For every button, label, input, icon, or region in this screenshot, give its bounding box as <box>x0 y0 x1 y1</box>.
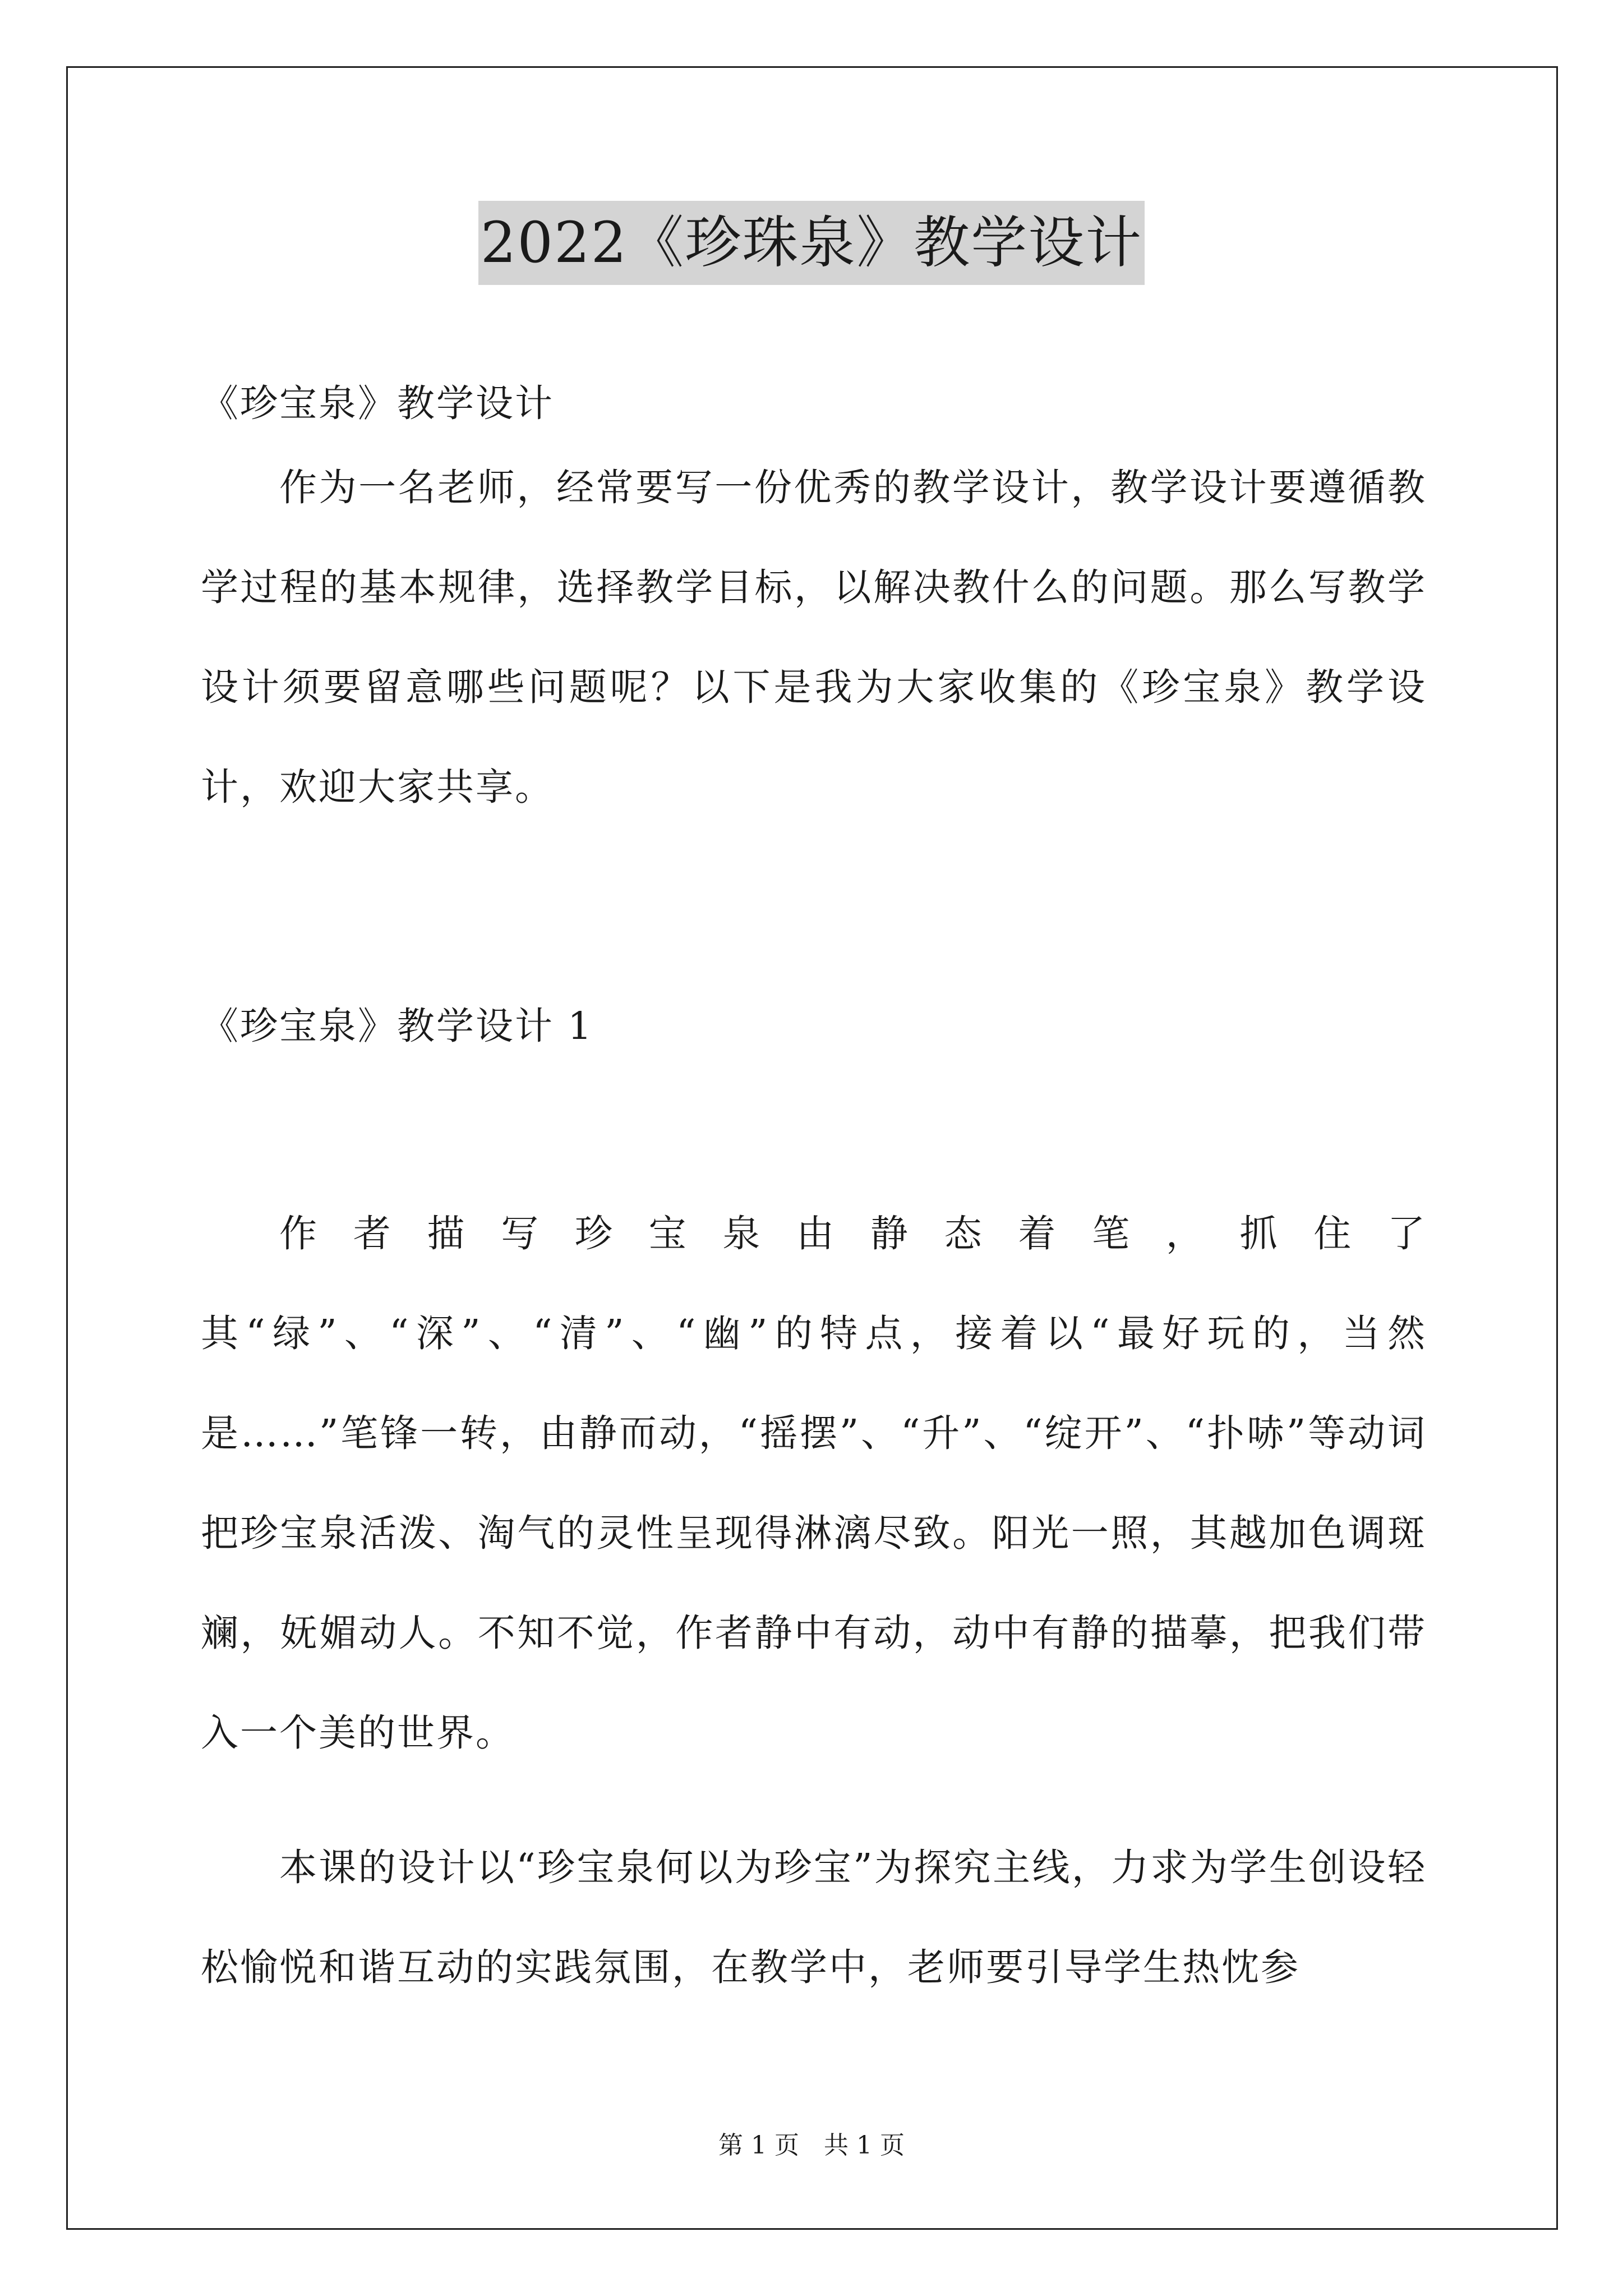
body-paragraph-2: 本课的设计以“珍宝泉何以为珍宝”为探究主线，力求为学生创设轻松愉悦和谐互动的实践氛围，在教学中，老师要引导学生热忱参 <box>201 1846 1427 1989</box>
intro-paragraph: 作为一名老师，经常要写一份优秀的教学设计，教学设计要遵循教学过程的基本规律，选择教学目标，以解决教什么的问题。那么写教学设计须要留意哪些问题呢？以下是我为大家收集的《珍宝泉》教学设计，欢迎大家共享。 <box>201 466 1427 809</box>
page-number-current: 第 1 页 <box>718 2131 799 2160</box>
document-title: 2022《珍珠泉》教学设计 <box>478 201 1145 285</box>
page-footer <box>0 2129 1623 2162</box>
page-number-total: 共 1 页 <box>824 2131 905 2160</box>
subtitle: 《珍宝泉》教学设计 <box>201 381 554 425</box>
title-container <box>0 201 1623 285</box>
body-paragraph-1: 作者描写珍宝泉由静态着笔，抓住了其“绿”、“深”、“清”、“幽”的特点，接着以“最好玩的，当然是……”笔锋一转，由静而动，“摇摆”、“升”、“绽开”、“扑哧”等动词把珍宝泉活泼、淘气的灵性呈现得淋漓尽致。阳光一照，其越加色调斑斓，妩媚动人。不知不觉，作者静中有动，动中有静的描摹，把我们带入一个美的世界。 <box>201 1212 1427 1755</box>
section-heading: 《珍宝泉》教学设计 1 <box>201 1004 593 1048</box>
